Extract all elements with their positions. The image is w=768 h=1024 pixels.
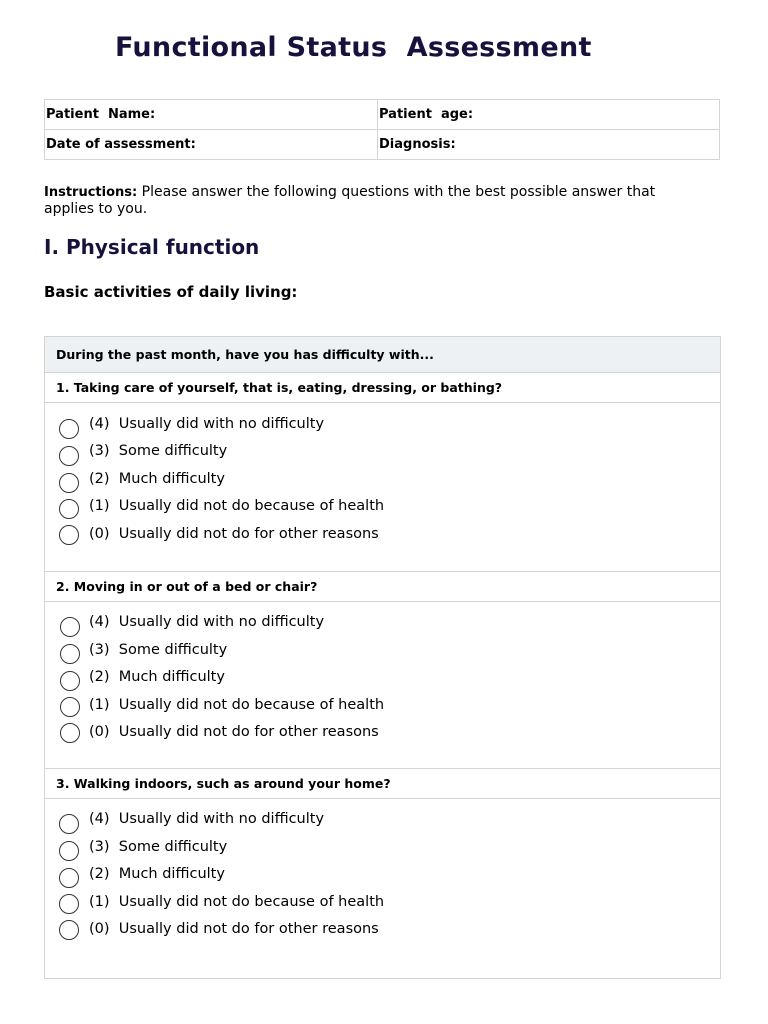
instructions-text: Please answer the following questions with the best possible answer that applies to you.: [44, 184, 656, 217]
section-title: I. Physical function: [44, 235, 260, 259]
option-3[interactable]: [45, 642, 445, 666]
option-label: (3) Some difficulty: [89, 443, 228, 459]
radio-circle-icon[interactable]: [59, 499, 79, 519]
option-2[interactable]: [45, 471, 445, 495]
option-label: (0) Usually did not do for other reasons: [89, 526, 379, 542]
radio-circle-icon[interactable]: [59, 841, 79, 861]
option-1[interactable]: [45, 697, 445, 721]
option-1[interactable]: [45, 894, 445, 918]
radio-circle-icon[interactable]: [59, 446, 79, 466]
radio-circle-icon[interactable]: [59, 920, 79, 940]
option-label: (3) Some difficulty: [89, 839, 228, 855]
option-label: (4) Usually did with no difficulty: [89, 614, 325, 630]
option-label: (1) Usually did not do because of health: [89, 894, 385, 910]
option-2[interactable]: [45, 866, 445, 890]
question-2-options: [45, 602, 720, 768]
option-label: (1) Usually did not do because of health: [89, 498, 385, 514]
option-label: (0) Usually did not do for other reasons: [89, 921, 379, 937]
subsection-title: Basic activities of daily living:: [44, 283, 298, 301]
radio-circle-icon[interactable]: [59, 814, 79, 834]
option-label: (2) Much difficulty: [89, 471, 225, 487]
option-label: (4) Usually did with no difficulty: [89, 416, 325, 432]
question-1: 1. Taking care of yourself, that is, eating, dressing, or bathing?: [45, 373, 720, 403]
instructions-label: Instructions:: [44, 185, 138, 200]
option-label: (2) Much difficulty: [89, 669, 225, 685]
radio-circle-icon[interactable]: [60, 617, 80, 637]
radio-circle-icon[interactable]: [60, 671, 80, 691]
option-label: (0) Usually did not do for other reasons: [89, 724, 379, 740]
option-3[interactable]: [45, 443, 445, 467]
option-label: (2) Much difficulty: [89, 866, 225, 882]
radio-circle-icon[interactable]: [60, 697, 80, 717]
option-2[interactable]: [45, 669, 445, 693]
diagnosis-field[interactable]: Diagnosis:: [378, 130, 720, 160]
patient-info-table: [44, 99, 720, 160]
option-label: (1) Usually did not do because of health: [89, 697, 385, 713]
option-1[interactable]: [45, 498, 445, 522]
patient-age-field[interactable]: Patient age:: [378, 100, 720, 130]
page-title: Functional Status Assessment: [115, 32, 592, 63]
patient-name-field[interactable]: Patient Name:: [45, 100, 378, 130]
radio-circle-icon[interactable]: [59, 525, 79, 545]
assessment-date-field[interactable]: Date of assessment:: [45, 130, 378, 160]
question-3: 3. Walking indoors, such as around your home?: [45, 768, 720, 799]
option-label: (3) Some difficulty: [89, 642, 228, 658]
option-3[interactable]: [45, 839, 445, 863]
questionnaire-table: [44, 336, 721, 979]
option-0[interactable]: [45, 921, 445, 945]
radio-circle-icon[interactable]: [60, 644, 80, 664]
question-1-options: [45, 403, 720, 571]
radio-circle-icon[interactable]: [59, 894, 79, 914]
option-0[interactable]: [45, 526, 445, 550]
option-0[interactable]: [45, 724, 445, 748]
option-4[interactable]: [45, 614, 445, 638]
option-label: (4) Usually did with no difficulty: [89, 811, 325, 827]
radio-circle-icon[interactable]: [60, 723, 80, 743]
instructions: [44, 184, 684, 217]
questionnaire-header: During the past month, have you has difficulty with...: [45, 337, 720, 373]
option-4[interactable]: [45, 416, 445, 440]
question-3-options: [45, 799, 720, 969]
option-4[interactable]: [45, 811, 445, 835]
question-2: 2. Moving in or out of a bed or chair?: [45, 571, 720, 602]
radio-circle-icon[interactable]: [59, 473, 79, 493]
radio-circle-icon[interactable]: [59, 868, 79, 888]
radio-circle-icon[interactable]: [59, 419, 79, 439]
